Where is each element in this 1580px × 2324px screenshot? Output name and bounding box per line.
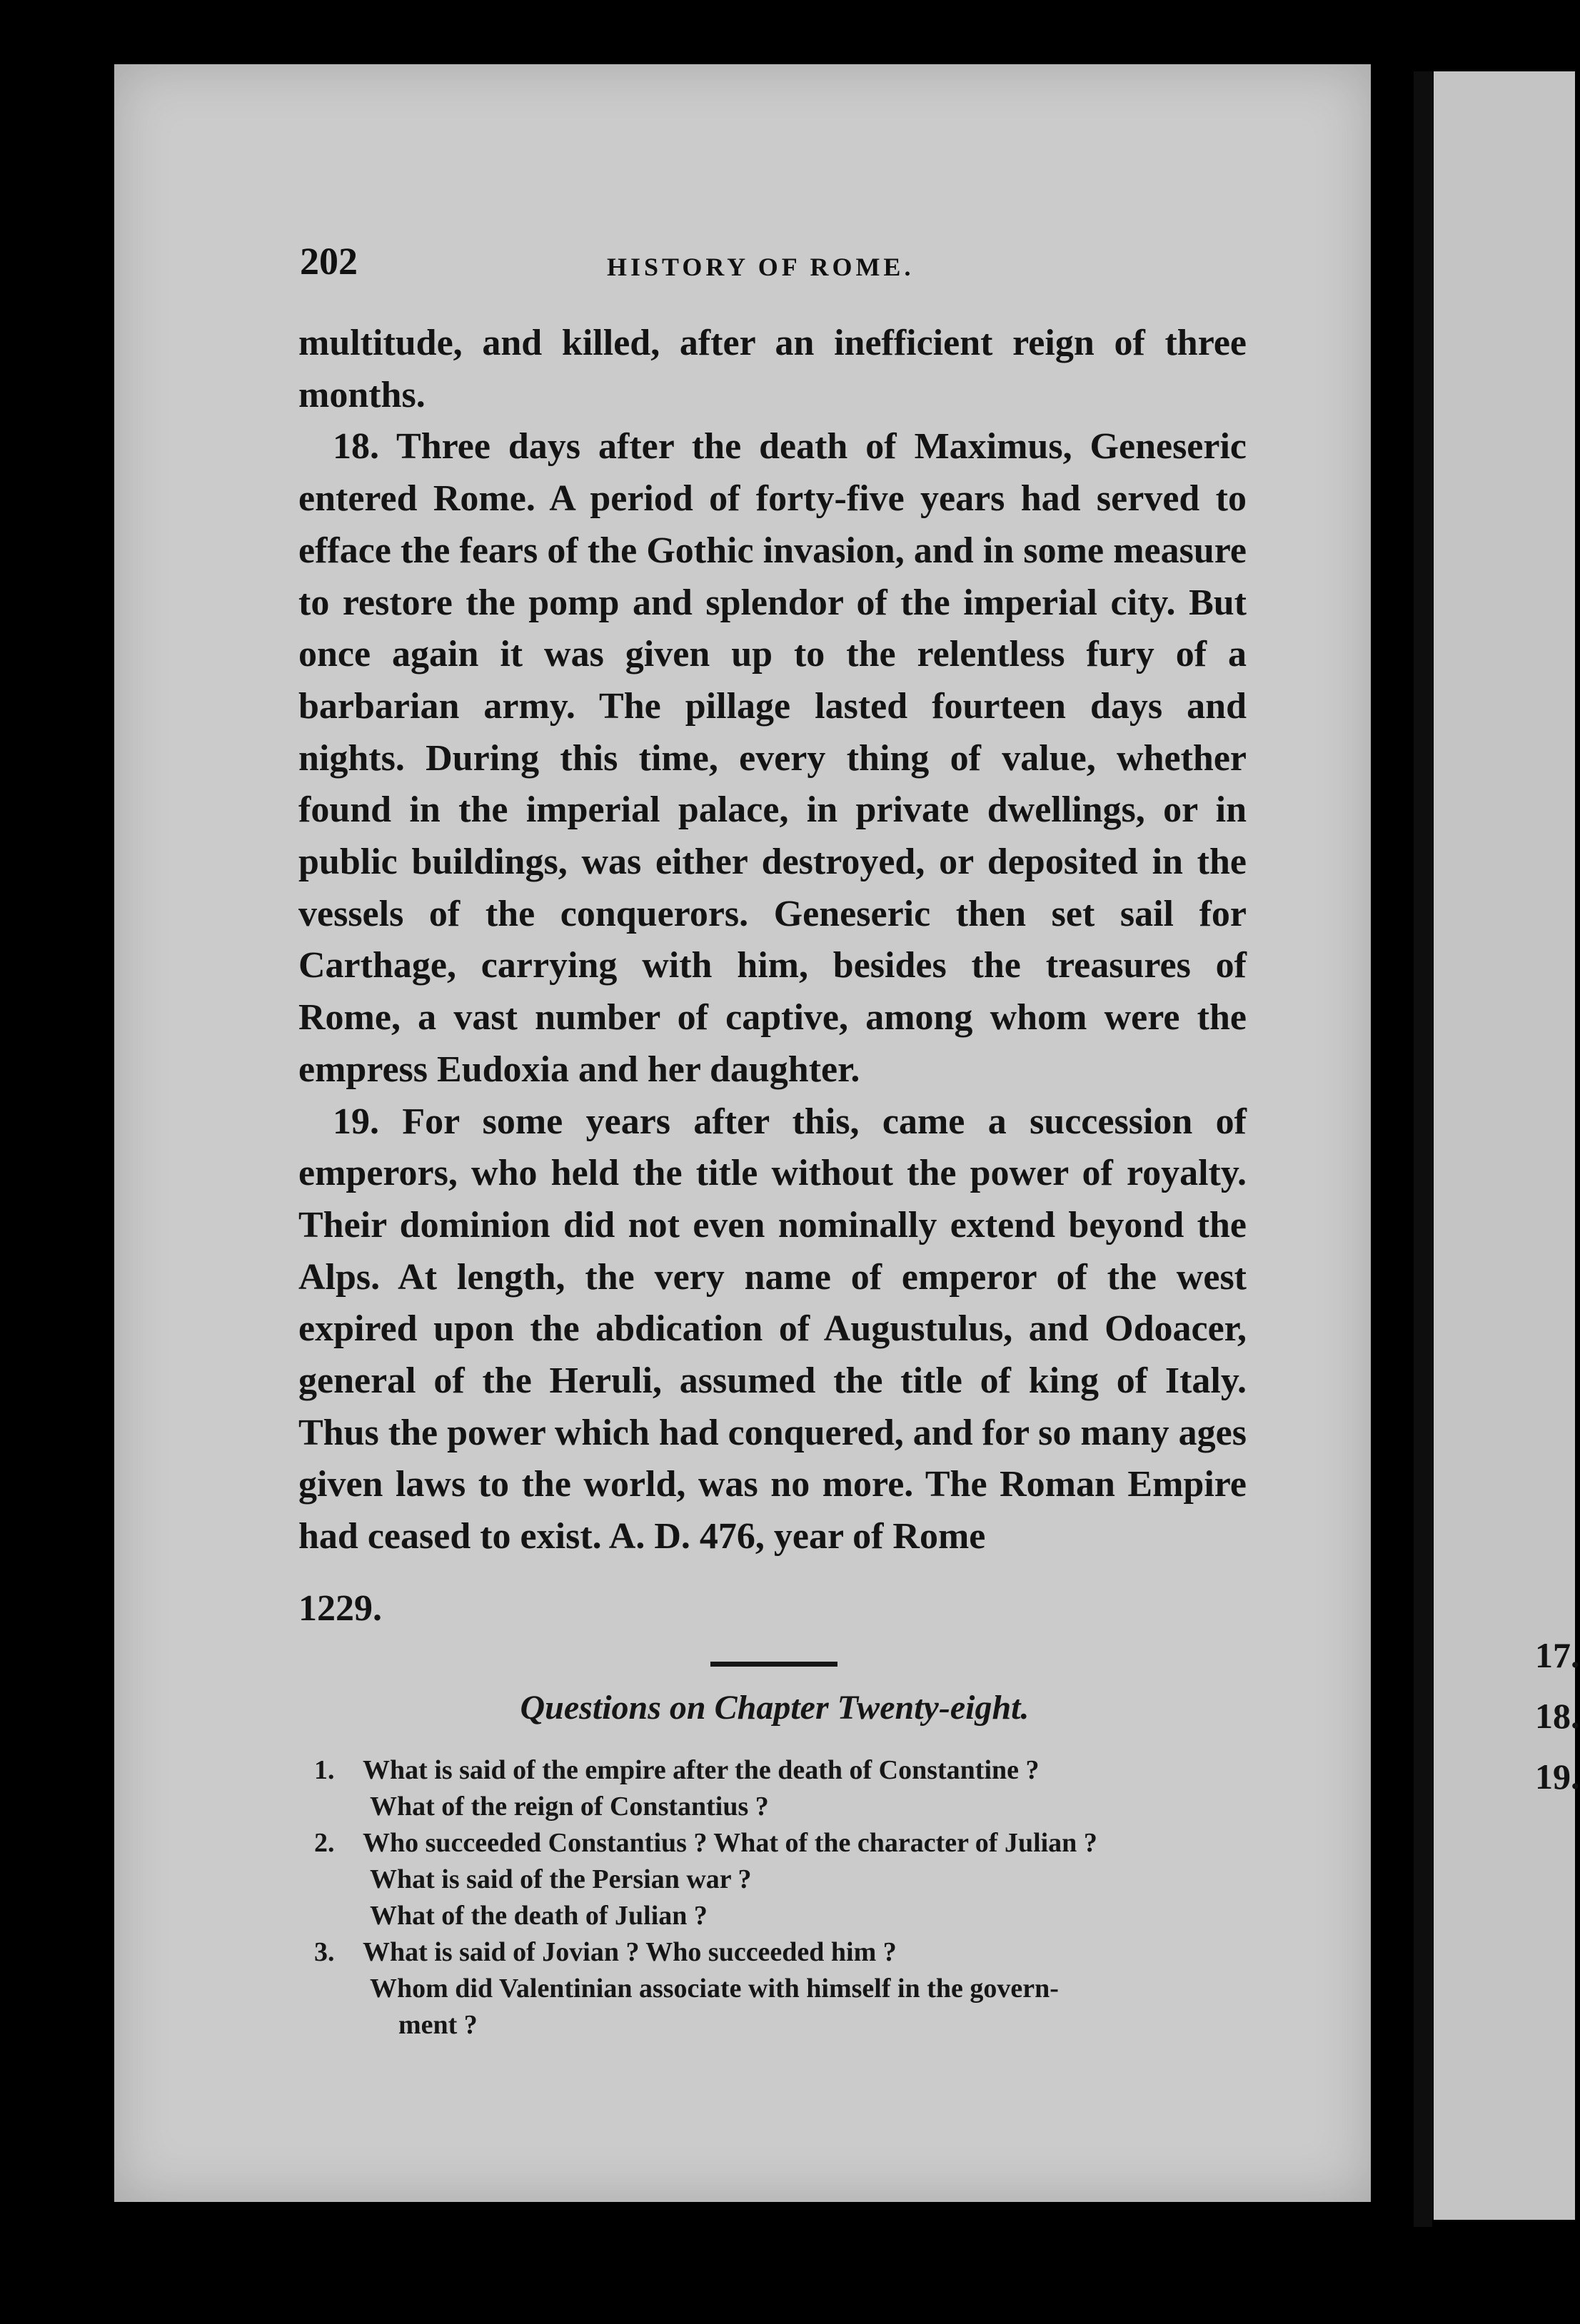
question-item: [314, 1934, 1249, 2043]
text-line: to efface the fears of the Gothic invasion, and in some: [298, 478, 1247, 571]
question-line: What of the death of Julian ?: [370, 1901, 708, 1931]
questions-heading: Questions on Chapter Twenty-eight.: [520, 1689, 1030, 1727]
question-number: 2.: [314, 1828, 335, 1858]
text-line: whether found in the imperial palace, in private dwellings,: [298, 737, 1247, 831]
text-line: emperors, who held the title without the power of royalty.: [298, 1153, 1247, 1194]
question-item: [314, 1752, 1249, 1825]
text-line: fury of a barbarian army. The pillage lasted fourteen: [298, 634, 1247, 727]
text-line: 18. Three days after the death of Maximus, Geneseric: [333, 426, 1247, 468]
running-title: HISTORY OF ROME.: [607, 253, 915, 281]
text-line: for Carthage, carrying with him, besides the treasures of: [298, 893, 1247, 986]
text-line: ages given laws to the world, was no more. The Roman: [298, 1412, 1247, 1505]
text-line: days and nights. During this time, every thing of value,: [298, 685, 1247, 779]
facing-page-number: 17.: [1535, 1635, 1580, 1675]
text-line: in the vessels of the conquerors. Geneseric then set sail: [298, 842, 1247, 934]
paragraph-19: [298, 1096, 1247, 1563]
text-line: Thus the power which had conquered, and for so many: [298, 1412, 1169, 1453]
text-line: multitude, and killed, after an inefficient reign of three: [298, 323, 1247, 363]
facing-page-number: 19.: [1535, 1757, 1580, 1797]
question-line: Whom did Valentinian associate with himself in the govern-: [370, 1974, 1059, 2004]
closing-line: 1229.: [298, 1588, 382, 1629]
text-line: general of the Heruli, assumed the title of king of Italy.: [298, 1360, 1247, 1402]
text-line: expired upon the abdication of Augustulus, and Odoacer,: [298, 1308, 1247, 1350]
text-line: or in public buildings, was either destroyed, or deposited: [298, 789, 1247, 883]
text-line: entered Rome. A period of forty-five years had served: [298, 478, 1200, 520]
question-line: What is said of the Persian war ?: [370, 1864, 752, 1894]
question-line: ment ?: [398, 2010, 478, 2040]
question-line: What of the reign of Constantius ?: [370, 1792, 769, 1822]
text-line: Their dominion did not even nominally extend beyond the: [298, 1204, 1247, 1246]
facing-page-number: 18.: [1535, 1696, 1580, 1736]
binding-gutter: [1414, 71, 1432, 2227]
section-rule: [710, 1662, 837, 1667]
text-line: measure to restore the pomp and splendor of the imperial: [298, 530, 1247, 623]
question-line: What is said of Jovian ? Who succeeded him ?: [363, 1937, 897, 1967]
question-item: [314, 1825, 1249, 1934]
question-line: What is said of the empire after the death of Constantine ?: [363, 1755, 1040, 1785]
text-line: Rome, a vast number of captive, among whom were the: [298, 997, 1247, 1039]
text-line: months.: [298, 374, 426, 415]
running-head: [300, 218, 1246, 289]
text-line: city. But once again it was given up to the relentless: [298, 582, 1247, 675]
question-number: 3.: [314, 1937, 335, 1967]
facing-page-edge: [1434, 71, 1575, 2220]
page-number: 202: [300, 240, 358, 283]
text-line: empress Eudoxia and her daughter.: [298, 1049, 860, 1090]
question-line: Who succeeded Constantius ? What of the character of Julian ?: [363, 1828, 1097, 1858]
body-text: [298, 318, 1247, 1563]
question-number: 1.: [314, 1755, 335, 1785]
questions-list: [314, 1752, 1249, 2043]
text-line: Empire had ceased to exist. A. D. 476, year of Rome: [298, 1464, 1247, 1557]
paragraph-18: [298, 421, 1247, 1096]
text-line: Alps. At length, the very name of emperor of the west: [298, 1256, 1247, 1298]
text-line: 19. For some years after this, came a succession of: [333, 1101, 1247, 1142]
opening-fragment: [298, 318, 1247, 421]
